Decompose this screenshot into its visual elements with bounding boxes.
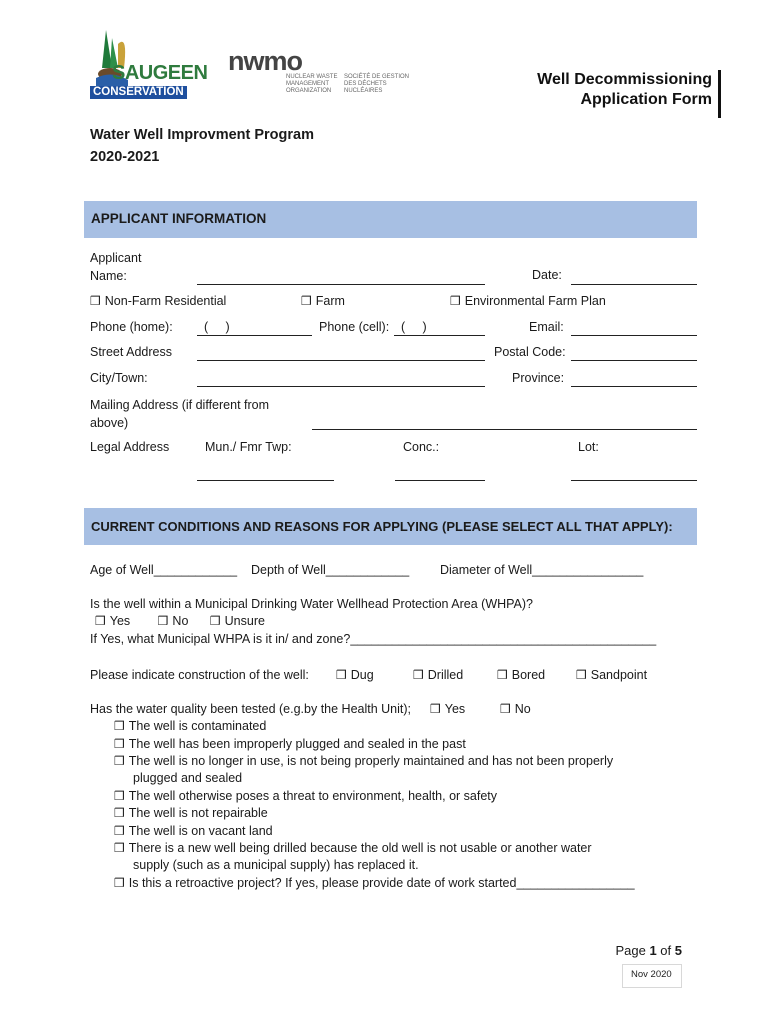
checkbox-icon[interactable]: ❒ (500, 702, 511, 716)
checkbox-icon[interactable]: ❒ (114, 737, 125, 751)
checkbox-icon[interactable]: ❒ (114, 789, 125, 803)
mailing-field[interactable] (312, 429, 697, 430)
date-field[interactable] (571, 284, 697, 285)
construction-question: Please indicate construction of the well: (90, 668, 309, 682)
checkbox-icon[interactable]: ❒ (114, 876, 125, 890)
applicant-section-header (84, 201, 697, 238)
street-field[interactable] (197, 360, 485, 361)
tested-yes-label: Yes (444, 702, 466, 716)
city-label: City/Town: (90, 371, 148, 385)
saugeen-logo-subword: CONSERVATION (90, 86, 187, 99)
email-field[interactable] (571, 335, 697, 336)
phone-home-label: Phone (home): (90, 320, 173, 334)
nwmo-en-line-1: NUCLEAR WASTE (286, 74, 338, 80)
checkbox-icon[interactable]: ❒ (90, 294, 101, 308)
depth-of-well[interactable]: Depth of Well____________ (251, 563, 410, 577)
mun-label: Mun./ Fmr Twp: (205, 440, 292, 454)
option-farm-label: Farm (315, 294, 345, 308)
reason-2[interactable] (114, 754, 613, 768)
nwmo-fr-line-3: NUCLÉAIRES (344, 88, 383, 94)
reason-6[interactable] (114, 824, 273, 838)
page-prefix: Page (615, 943, 650, 958)
reason-0[interactable] (114, 719, 266, 733)
province-field[interactable] (571, 386, 697, 387)
email-label: Email: (529, 320, 564, 334)
construction-dug[interactable] (336, 668, 374, 682)
reason-2-continued: plugged and sealed (133, 771, 243, 785)
reason-0-label: The well is contaminated (128, 719, 267, 733)
applicant-name-field[interactable] (197, 284, 485, 285)
reason-4[interactable] (114, 789, 497, 803)
checkbox-icon[interactable]: ❒ (114, 824, 125, 838)
saugeen-logo (88, 28, 208, 102)
nwmo-logo-word: nwmo (228, 46, 302, 76)
nwmo-en-line-3: ORGANIZATION (286, 88, 332, 94)
mailing-label (90, 396, 269, 432)
tested-no[interactable] (500, 702, 531, 716)
whpa-yes-label: Yes (109, 614, 131, 628)
nwmo-en-line-2: MANAGEMENT (286, 81, 330, 87)
whpa-yes[interactable] (95, 614, 130, 628)
construction-bored[interactable] (497, 668, 545, 682)
legal-label: Legal Address (90, 440, 170, 454)
phone-home-field[interactable] (197, 335, 312, 336)
phone-cell-paren: ( ) (401, 320, 427, 334)
form-title-line-1: Well Decommissioning (537, 71, 712, 88)
conc-field[interactable] (395, 480, 485, 481)
applicant-section-title: APPLICANT INFORMATION (91, 211, 267, 226)
phone-cell-field[interactable] (394, 335, 485, 336)
checkbox-icon[interactable]: ❒ (336, 668, 347, 682)
date-code: Nov 2020 (631, 969, 672, 980)
phone-home-paren: ( ) (204, 320, 230, 334)
province-label: Province: (512, 371, 565, 385)
construction-drilled-label: Drilled (427, 668, 464, 682)
program-title-line: Water Well Improvment Program (90, 127, 314, 143)
checkbox-icon[interactable]: ❒ (450, 294, 461, 308)
phone-cell-label: Phone (cell): (319, 320, 390, 334)
construction-bored-label: Bored (511, 668, 546, 682)
reason-9[interactable] (114, 876, 635, 890)
page-of: of (656, 943, 675, 958)
checkbox-icon[interactable]: ❒ (576, 668, 587, 682)
checkbox-icon[interactable]: ❒ (95, 614, 106, 628)
whpa-no-label: No (172, 614, 189, 628)
reason-1[interactable] (114, 737, 466, 751)
reason-7[interactable] (114, 841, 592, 855)
lot-label: Lot: (578, 440, 599, 454)
option-efp[interactable] (450, 294, 606, 308)
checkbox-icon[interactable]: ❒ (114, 754, 125, 768)
form-title-line-2: Application Form (580, 91, 712, 108)
checkbox-icon[interactable]: ❒ (157, 614, 169, 628)
conc-label: Conc.: (403, 440, 440, 454)
mun-field[interactable] (197, 480, 334, 481)
form-title-rule (718, 70, 721, 118)
construction-sandpoint[interactable] (576, 668, 647, 682)
nwmo-fr-line-2: DES DÉCHETS (344, 81, 387, 87)
street-label: Street Address (90, 345, 172, 359)
page-current: 1 (649, 943, 657, 958)
conditions-section-header (84, 508, 697, 545)
checkbox-icon[interactable]: ❒ (430, 702, 441, 716)
whpa-question: Is the well within a Municipal Drinking Water Wellhead Protection Area (WHPA)? (90, 597, 533, 611)
construction-drilled[interactable] (413, 668, 463, 682)
option-efp-label: Environmental Farm Plan (464, 294, 606, 308)
checkbox-icon[interactable]: ❒ (413, 668, 424, 682)
program-title (90, 124, 314, 168)
reason-2-label: The well is no longer in use, is not being properly maintained and has not been properly (128, 754, 614, 768)
checkbox-icon[interactable]: ❒ (114, 719, 125, 733)
whpa-unsure[interactable] (210, 614, 265, 628)
postal-field[interactable] (571, 360, 697, 361)
whpa-options (95, 614, 265, 628)
reason-7-continued: supply (such as a municipal supply) has replaced it. (133, 858, 419, 872)
page-total: 5 (674, 943, 682, 958)
program-year: 2020-2021 (90, 149, 160, 165)
tested-yes[interactable] (430, 702, 465, 716)
city-field[interactable] (197, 386, 485, 387)
diameter-of-well[interactable]: Diameter of Well________________ (440, 563, 644, 577)
construction-dug-label: Dug (350, 668, 374, 682)
nwmo-fr-line-1: SOCIÉTÉ DE GESTION (344, 74, 410, 80)
form-title (537, 70, 712, 110)
saugeen-logo-word: SAUGEEN (112, 62, 208, 84)
construction-sandpoint-label: Sandpoint (590, 668, 648, 682)
tested-no-label: No (514, 702, 531, 716)
postal-label: Postal Code: (494, 345, 566, 359)
mailing-label-1: Mailing Address (if different from (90, 398, 270, 412)
mailing-label-2: above) (90, 416, 129, 430)
applicant-name-label (90, 249, 141, 285)
reason-5[interactable] (114, 806, 268, 820)
checkbox-icon[interactable]: ❒ (209, 614, 221, 628)
conditions-section-title: CURRENT CONDITIONS AND REASONS FOR APPLYING (PLEASE SELECT ALL THAT APPLY): (91, 519, 673, 534)
checkbox-icon[interactable]: ❒ (301, 294, 312, 308)
applicant-name-label-2: Name: (90, 269, 127, 283)
page-number (615, 943, 682, 958)
whpa-unsure-label: Unsure (224, 614, 265, 628)
reason-7-label: There is a new well being drilled because the old well is not usable or another water (128, 841, 592, 855)
applicant-name-label-1: Applicant (90, 251, 142, 265)
reason-9-label: Is this a retroactive project? If yes, please provide date of work started_________________ (128, 876, 635, 890)
checkbox-icon[interactable]: ❒ (114, 806, 125, 820)
checkbox-icon[interactable]: ❒ (497, 668, 508, 682)
checkbox-icon[interactable]: ❒ (114, 841, 125, 855)
reason-1-label: The well has been improperly plugged and sealed in the past (128, 737, 466, 751)
whpa-no[interactable] (158, 614, 189, 628)
age-of-well[interactable]: Age of Well____________ (90, 563, 238, 577)
date-label: Date: (532, 268, 562, 282)
reason-4-label: The well otherwise poses a threat to environment, health, or safety (128, 789, 498, 803)
reason-5-label: The well is not repairable (128, 806, 268, 820)
reason-6-label: The well is on vacant land (128, 824, 273, 838)
whpa-zone[interactable]: If Yes, what Municipal WHPA is it in/ and zone?____________________________________________ (90, 632, 657, 646)
nwmo-logo (228, 46, 418, 104)
option-farm[interactable] (301, 294, 345, 308)
option-non-farm-label: Non-Farm Residential (104, 294, 227, 308)
tested-question: Has the water quality been tested (e.g.by the Health Unit); (90, 702, 412, 716)
lot-field[interactable] (571, 480, 697, 481)
option-non-farm[interactable] (90, 294, 226, 308)
